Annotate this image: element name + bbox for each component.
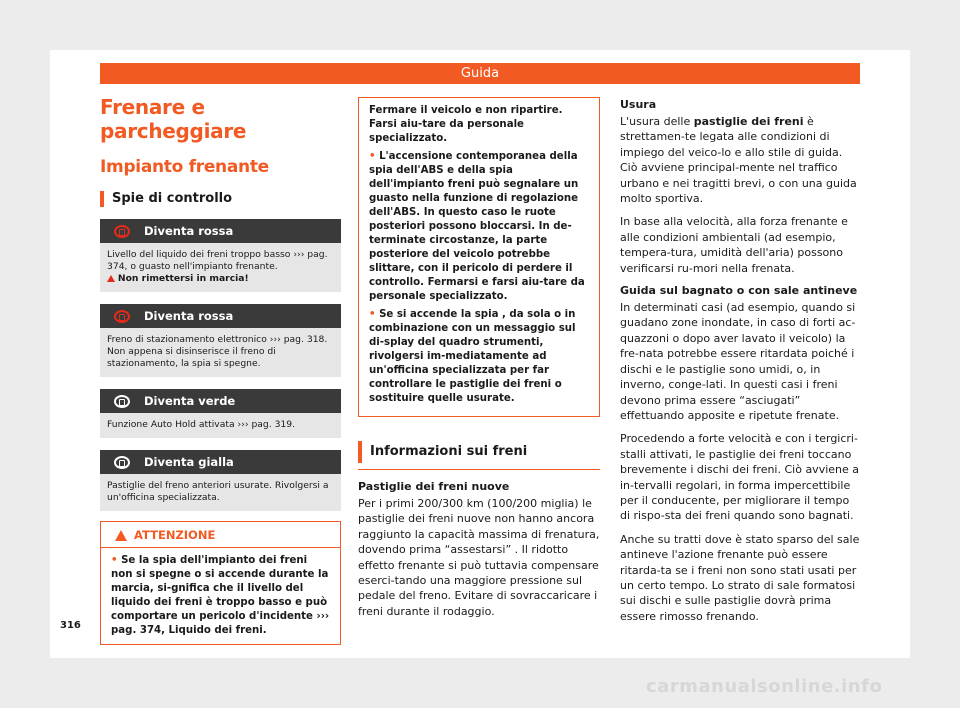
warning-triangle-icon [107, 275, 115, 282]
wear-paragraph-1: L'usura delle pastiglie dei freni è strettamen-te legata alle condizioni di impiego del veico-lo e allo stile di guida. Ciò avviene principal-mente nel traffico urbano e nei tragitti brevi, o con una guida molto sportiva. [620, 115, 857, 206]
column-right [620, 98, 860, 624]
warning-bullet: Se la spia dell'impianto dei freni non si spegne o si accende durante la marcia, si-gnifica che il livello del liquido dei freni è troppo basso e può comportare un pericolo d'incidente ››› pag. 374, Liquido dei freni. [111, 555, 330, 636]
warning-label: ATTENZIONE [134, 528, 216, 542]
column-middle [358, 97, 600, 619]
indicator-text: Livello del liquido dei freni troppo basso ››› pag. 374, o guasto nell'impianto frenante. [107, 249, 328, 272]
column-left [100, 95, 341, 645]
wet-paragraph-1: In determinati casi (ad esempio, quando si guadano zone inondate, in caso di forti ac-quazzoni o dopo aver lavato il veicolo) la fre-nata potrebbe essere ritardata poiché i dischi e le pastiglie sono umidi, o, in inverno, conge-lati. In questi casi i freni devono prima essere “asciugati” effettuando apposite e ripetute frenate. [620, 301, 856, 422]
page-title: Frenare e parcheggiare [100, 95, 247, 143]
watermark: carmanualsonline.info [646, 676, 883, 697]
wear-heading: Usura [620, 98, 657, 111]
section-heading-controls: Spie di controllo [100, 191, 341, 207]
warning-continuation-text: Fermare il veicolo e non ripartire. Farsi aiu-tare da personale specializzato. [369, 105, 563, 144]
new-brakes-heading: Pastiglie dei freni nuove [358, 480, 510, 493]
section-heading-info: Informazioni sui freni [358, 441, 600, 463]
wet-paragraph-2: Procedendo a forte velocità e con i tergicri-stalli attivati, le pastiglie dei freni toccano brevemente i dischi dei freni. Ciò avviene a in-tervalli regolari, in forma impercettibile per il conducente, per migliorare il tempo di rispo-sta dei freni quando sono bagnati. [620, 432, 860, 523]
warning-box: ATTENZIONE • Se la spia dell'impianto dei freni non si spegne o si accende durante la marcia, si-gnifica che il livello del liquido dei freni è troppo basso e può comportare un pericolo d'incidente ››› pag. 374, Liquido dei freni. [100, 521, 341, 645]
section-header: Guida [100, 63, 860, 84]
wet-paragraph-3: Anche su tratti dove è stato sparso del sale antineve l'azione frenante può essere ritarda-ta se i freni non sono stati usati per un certo tempo. Lo strato di sale formatosi sui dischi e sulle pastiglie dovrà prima essere rimosso frenando. [620, 532, 860, 623]
warning-bullet: L'accensione contemporanea della spia dell'ABS e della spia dell'impianto freni può segnalare un guasto nella funzione di regolazione dell'ABS. In questo caso le ruote posteriori possono bloccarsi. In de-terminate circostanze, la parte posteriore del veicolo potrebbe slittare, con il pericolo di perdere il controllo. Fermarsi e farsi aiu-tare da personale specializzato. [369, 151, 585, 302]
indicator-status: Diventa rossa [144, 309, 234, 323]
indicator-warning: Non rimettersi in marcia! [117, 273, 249, 284]
indicator-status: Diventa rossa [144, 224, 234, 238]
section-accent-bar [358, 441, 362, 463]
warning-triangle-icon [115, 530, 127, 541]
indicator-status: Diventa gialla [144, 455, 234, 469]
indicator-brake-pads [100, 450, 341, 511]
indicator-auto-hold [100, 389, 341, 438]
page-subtitle: Impianto frenante [100, 157, 269, 177]
brake-pad-wear-icon [114, 456, 130, 469]
section-accent-bar [100, 191, 104, 207]
warning-continuation-box: Fermare il veicolo e non ripartire. Farsi aiu-tare da personale specializzato. • L'accensione contemporanea della spia dell'ABS e della spia dell'impianto freni può segnalare un guasto nella funzione di regolazione dell'ABS. In questo caso le ruote posteriori possono bloccarsi. In de-terminate circostanze, la parte posteriore del veicolo potrebbe slittare, con il pericolo di perdere il controllo. Fermarsi e farsi aiu-tare da personale specializzato. • Se si accende la spia , da sola o in combinazione con un messaggio sul di-splay del quadro strumenti, rivolgersi im-mediatamente ad un'officina specializzata per far controllare le pastiglie dei freni o sostituire quelle usurate. [358, 97, 600, 417]
wear-paragraph-2: In base alla velocità, alla forza frenante e alle condizioni ambientali (ad esempio, tempera-tura, umidità dell'aria) possono verificarsi ru-mori nella frenata. [620, 215, 848, 275]
new-brakes-text: Per i primi 200/300 km (100/200 miglia) le pastiglie dei freni nuove non hanno ancora raggiunto la capacità massima di frenatura, dovendo prima “assestarsi” . Il ridotto effetto frenante si può tuttavia compensare eserci-tando una maggiore pressione sul pedale del freno. Evitare di sovraccaricare i freni durante il rodaggio. [358, 497, 600, 618]
indicator-brake-fluid [100, 219, 341, 292]
auto-hold-icon [114, 395, 130, 408]
page-number: 316 [60, 620, 81, 631]
parking-brake-icon [114, 310, 130, 323]
wet-heading: Guida sul bagnato o con sale antineve [620, 284, 858, 298]
indicator-text: Pastiglie del freno anteriori usurate. Rivolgersi a un'officina specializzata. [107, 480, 329, 503]
warning-bullet: Se si accende la spia , da sola o in combinazione con un messaggio sul di-splay del quadro strumenti, rivolgersi im-mediatamente ad un'officina specializzata per far controllare le pastiglie dei freni o sostituire quelle usurate. [369, 309, 576, 404]
indicator-status: Diventa verde [144, 394, 236, 408]
indicator-text: Freno di stazionamento elettronico ››› pag. 318. Non appena si disinserisce il freno di stazionamento, la spia si spegne. [107, 334, 328, 369]
indicator-text: Funzione Auto Hold attivata ››› pag. 319. [107, 419, 296, 430]
divider [358, 469, 600, 470]
indicator-parking-brake [100, 304, 341, 377]
manual-page [50, 50, 910, 658]
brake-fluid-warning-icon [114, 225, 130, 238]
